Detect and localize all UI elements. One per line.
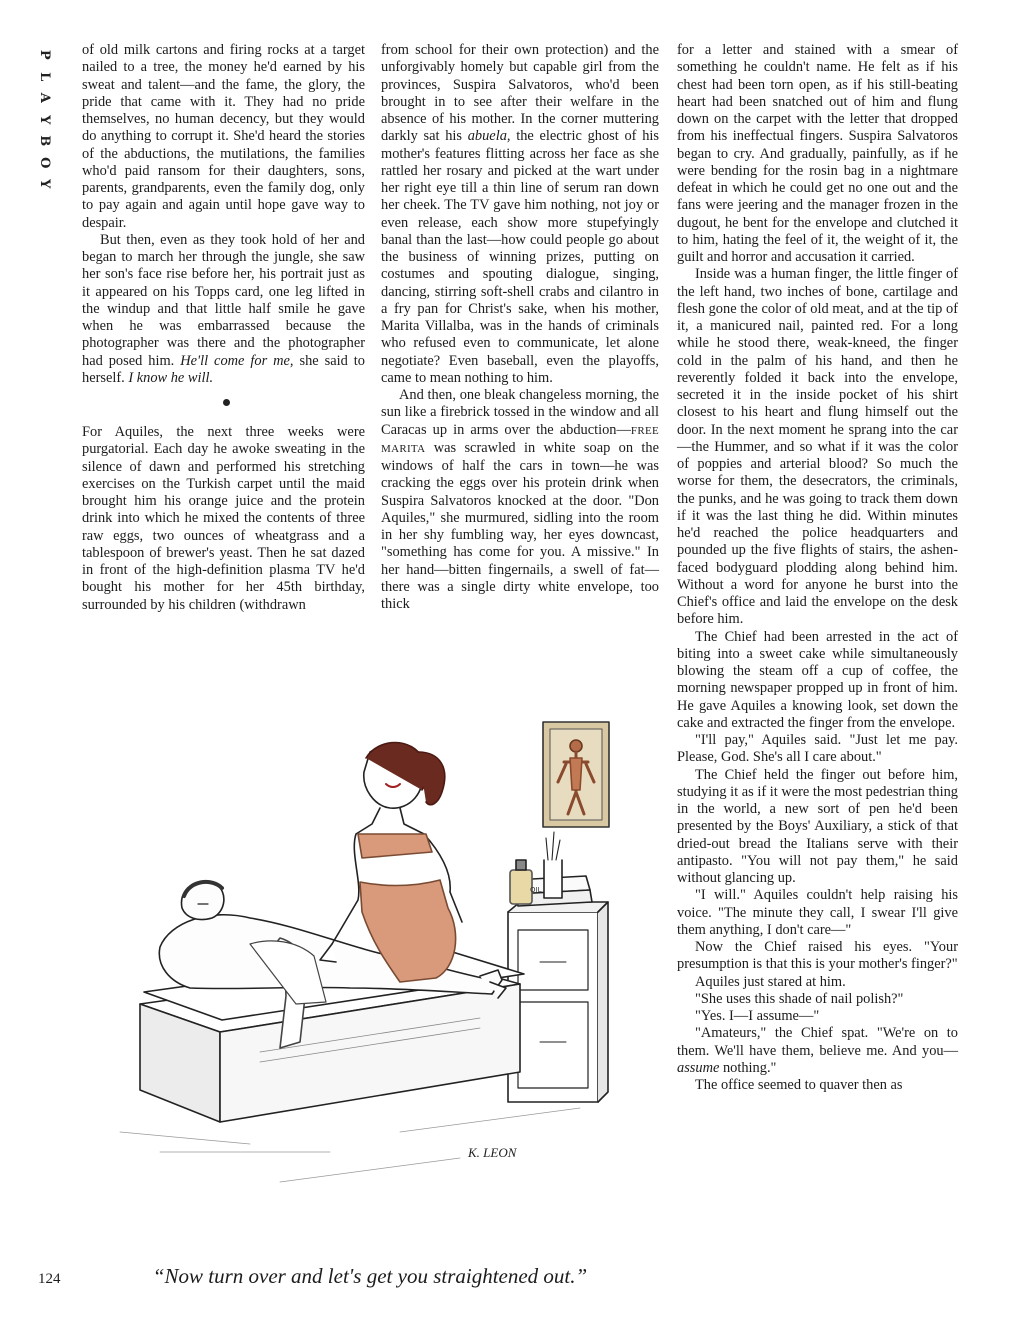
paragraph: "Amateurs," the Chief spat. "We're on to them. We'll have them, believe me. And you—assume nothing." bbox=[677, 1025, 958, 1076]
paragraph: Now the Chief raised his eyes. "Your presumption is that this is your mother's finger?" bbox=[677, 939, 958, 973]
paragraph: "Yes. I—I assume—" bbox=[695, 1008, 820, 1024]
text-column-3 bbox=[677, 42, 958, 1094]
paragraph: And then, one bleak changeless morning, the sun like a firebrick tossed in the window and all Caracas up in arms over the abduction—FREE MARITA was scrawled in white soap on the windows of half the cars in town—he was cracking the eggs over his protein drink when Suspira Salvatoros knocked at the door. "Don Aquiles," she murmured, sidling into the room in her shy fumbling way, her eyes downcast, "something has come for you. A missive." In her hand—bitten fingernails, a swell of fat—there was a single dirty white envelope, too thick bbox=[381, 387, 659, 612]
paragraph: Inside was a human finger, the little finger of the left hand, two inches of bone, cartilage and flesh gone the color of old meat, and at the tip of it, a manicured nail, painted red. For a long while he stood there, weak-kneed, the finger cold in the palm of his hand, and then he reverently folded it back into the envelope, secreted it in the inside pocket of his shirt closest to his heart and flung himself out the door. In the next moment he sprang into the car—the Hummer, and so what if it was the color of poppies and arterial blood? So much the worse for them, the desecrators, the criminals, the punks, and he was going to track them down if it was the last thing he did. Within minutes he'd reached the police headquarters and pounded up the five flights of stairs, the ashen-faced bodyguard plodding along behind him. Without a word for anyone he burst into the Chief's office and laid the envelope on the desk before him. bbox=[677, 266, 958, 628]
section-break-dot bbox=[223, 399, 230, 406]
bottle-label: OIL bbox=[530, 886, 542, 894]
paragraph: "She uses this shade of nail polish?" bbox=[695, 990, 904, 1007]
cartoon-caption: “Now turn over and let's get you straightened out.” bbox=[152, 1264, 588, 1288]
paragraph: Aquiles just stared at him. bbox=[695, 973, 846, 990]
paragraph: But then, even as they took hold of her and began to march her through the jungle, she saw her son's face rise before her, his portrait just as it appeared on his Topps card, one leg lifted in the windup and that little half smile he gave when he was embarrassed because the photographer was there and the photographer had posed him. He'll come for me, she said to herself. I know he will. bbox=[82, 231, 365, 386]
running-head-letter: Y bbox=[36, 179, 52, 189]
running-head-letter: P bbox=[36, 49, 52, 60]
running-head-letter: A bbox=[36, 92, 52, 103]
text-column-2 bbox=[381, 42, 659, 613]
side-cabinet bbox=[508, 832, 608, 1102]
paragraph: The Chief held the finger out before him, studying it as if it were the most pedestrian thing in the world, a new sort of pen he'd been presented by the Boys' Auxiliary, a stick of that dried-out bread the Italians serve with their antipasto. "You will not pay them," he said without glancing up. bbox=[677, 766, 958, 886]
running-head-letter: B bbox=[36, 135, 52, 147]
running-head-letter: O bbox=[36, 156, 52, 168]
paragraph: for a letter and stained with a smear of something he couldn't name. He felt as if his chest had been torn open, as if his still-beating heart had been snatched out of him and flung down on the carpet with the letter that dropped from his ineffectual fingers. Suspira Salvatoros began to cry. And gradually, painfully, as if he were bending for the rosin bag in a nightmare defeat in which he could get no one out and the fans were jeering and the manager frozen in the dugout, he bent for the envelope and clutched it to him, hating the feel of it, the weight of it, the guilt and horror and accusation it carried. bbox=[677, 42, 958, 265]
text-column-1 bbox=[82, 42, 365, 614]
running-head-letter: Y bbox=[36, 114, 52, 124]
paragraph: The Chief had been arrested in the act of biting into a sweet cake while simultaneously blowing the steam off a cup of coffee, the morning newspaper propped up in front of him. He gave Aquiles a knowing look, set down the cake and extracted the finger from the envelope. bbox=[677, 628, 958, 731]
page-number: 124 bbox=[38, 1271, 61, 1287]
running-head-letter: L bbox=[36, 71, 52, 81]
paragraph: The office seemed to quaver then as bbox=[695, 1077, 903, 1093]
paragraph: from school for their own protection) and the unforgivably homely but capable girl from the provinces, Suspira Salvatoros, who'd been brought in to see after their welfare in the absence of his mother. In the corner muttering darkly sat his abuela, the electric ghost of his mother's features flitting across her face as she rattled her rosary and picked at the wart under her right eye till a thin line of serum ran down her cheek. The TV gave him nothing, not joy or even release, each show more stupefyingly banal than the last—how could people go about the business of winning prizes, putting on costumes and spouting dialogue, singing, dancing, stirring soft-shell crabs and cilantro in a fry pan for Christ's sake, when his mother, Marita Villalba, was in the hands of criminals who refused even to communicate, let alone negotiate? Even baseball, even the playoffs, came to mean nothing to him. bbox=[381, 42, 659, 386]
paragraph: "I will." Aquiles couldn't help raising his voice. "The minute they call, I swear I'll give them anything, I don't care—" bbox=[677, 887, 958, 938]
running-head bbox=[30, 44, 58, 195]
anatomy-poster bbox=[543, 722, 609, 827]
paragraph: For Aquiles, the next three weeks were purgatorial. Each day he awoke sweating in the silence of dawn and performed his stretching exercises on the Turkish carpet until the maid brought him his orange juice and the protein drink into which he mixed the contents of three raw eggs, two ounces of wheatgrass and a tablespoon of brewer's yeast. Then he sat dazed in front of the high-definition plasma TV he'd bought his mother for her 45th birthday, surrounded by his children (withdrawn bbox=[82, 424, 365, 613]
artist-signature: K. LEON bbox=[468, 1145, 517, 1160]
cartoon-illustration bbox=[100, 712, 660, 1267]
paragraph: of old milk cartons and firing rocks at a target nailed to a tree, the money he'd earned by his sweat and talent—and the fame, the glory, the pride that came with it. They had no pride themselves, no human decency, but they would do anything to corrupt it. She'd heard the stories of the abductions, the mutilations, the families who'd paid ransom for their daughters, sons, parents, grandparents, even the family dog, only to pay again and again until hope gave way to despair. bbox=[82, 42, 365, 231]
paragraph: "I'll pay," Aquiles said. "Just let me pay. Please, God. She's all I care about." bbox=[677, 732, 958, 766]
